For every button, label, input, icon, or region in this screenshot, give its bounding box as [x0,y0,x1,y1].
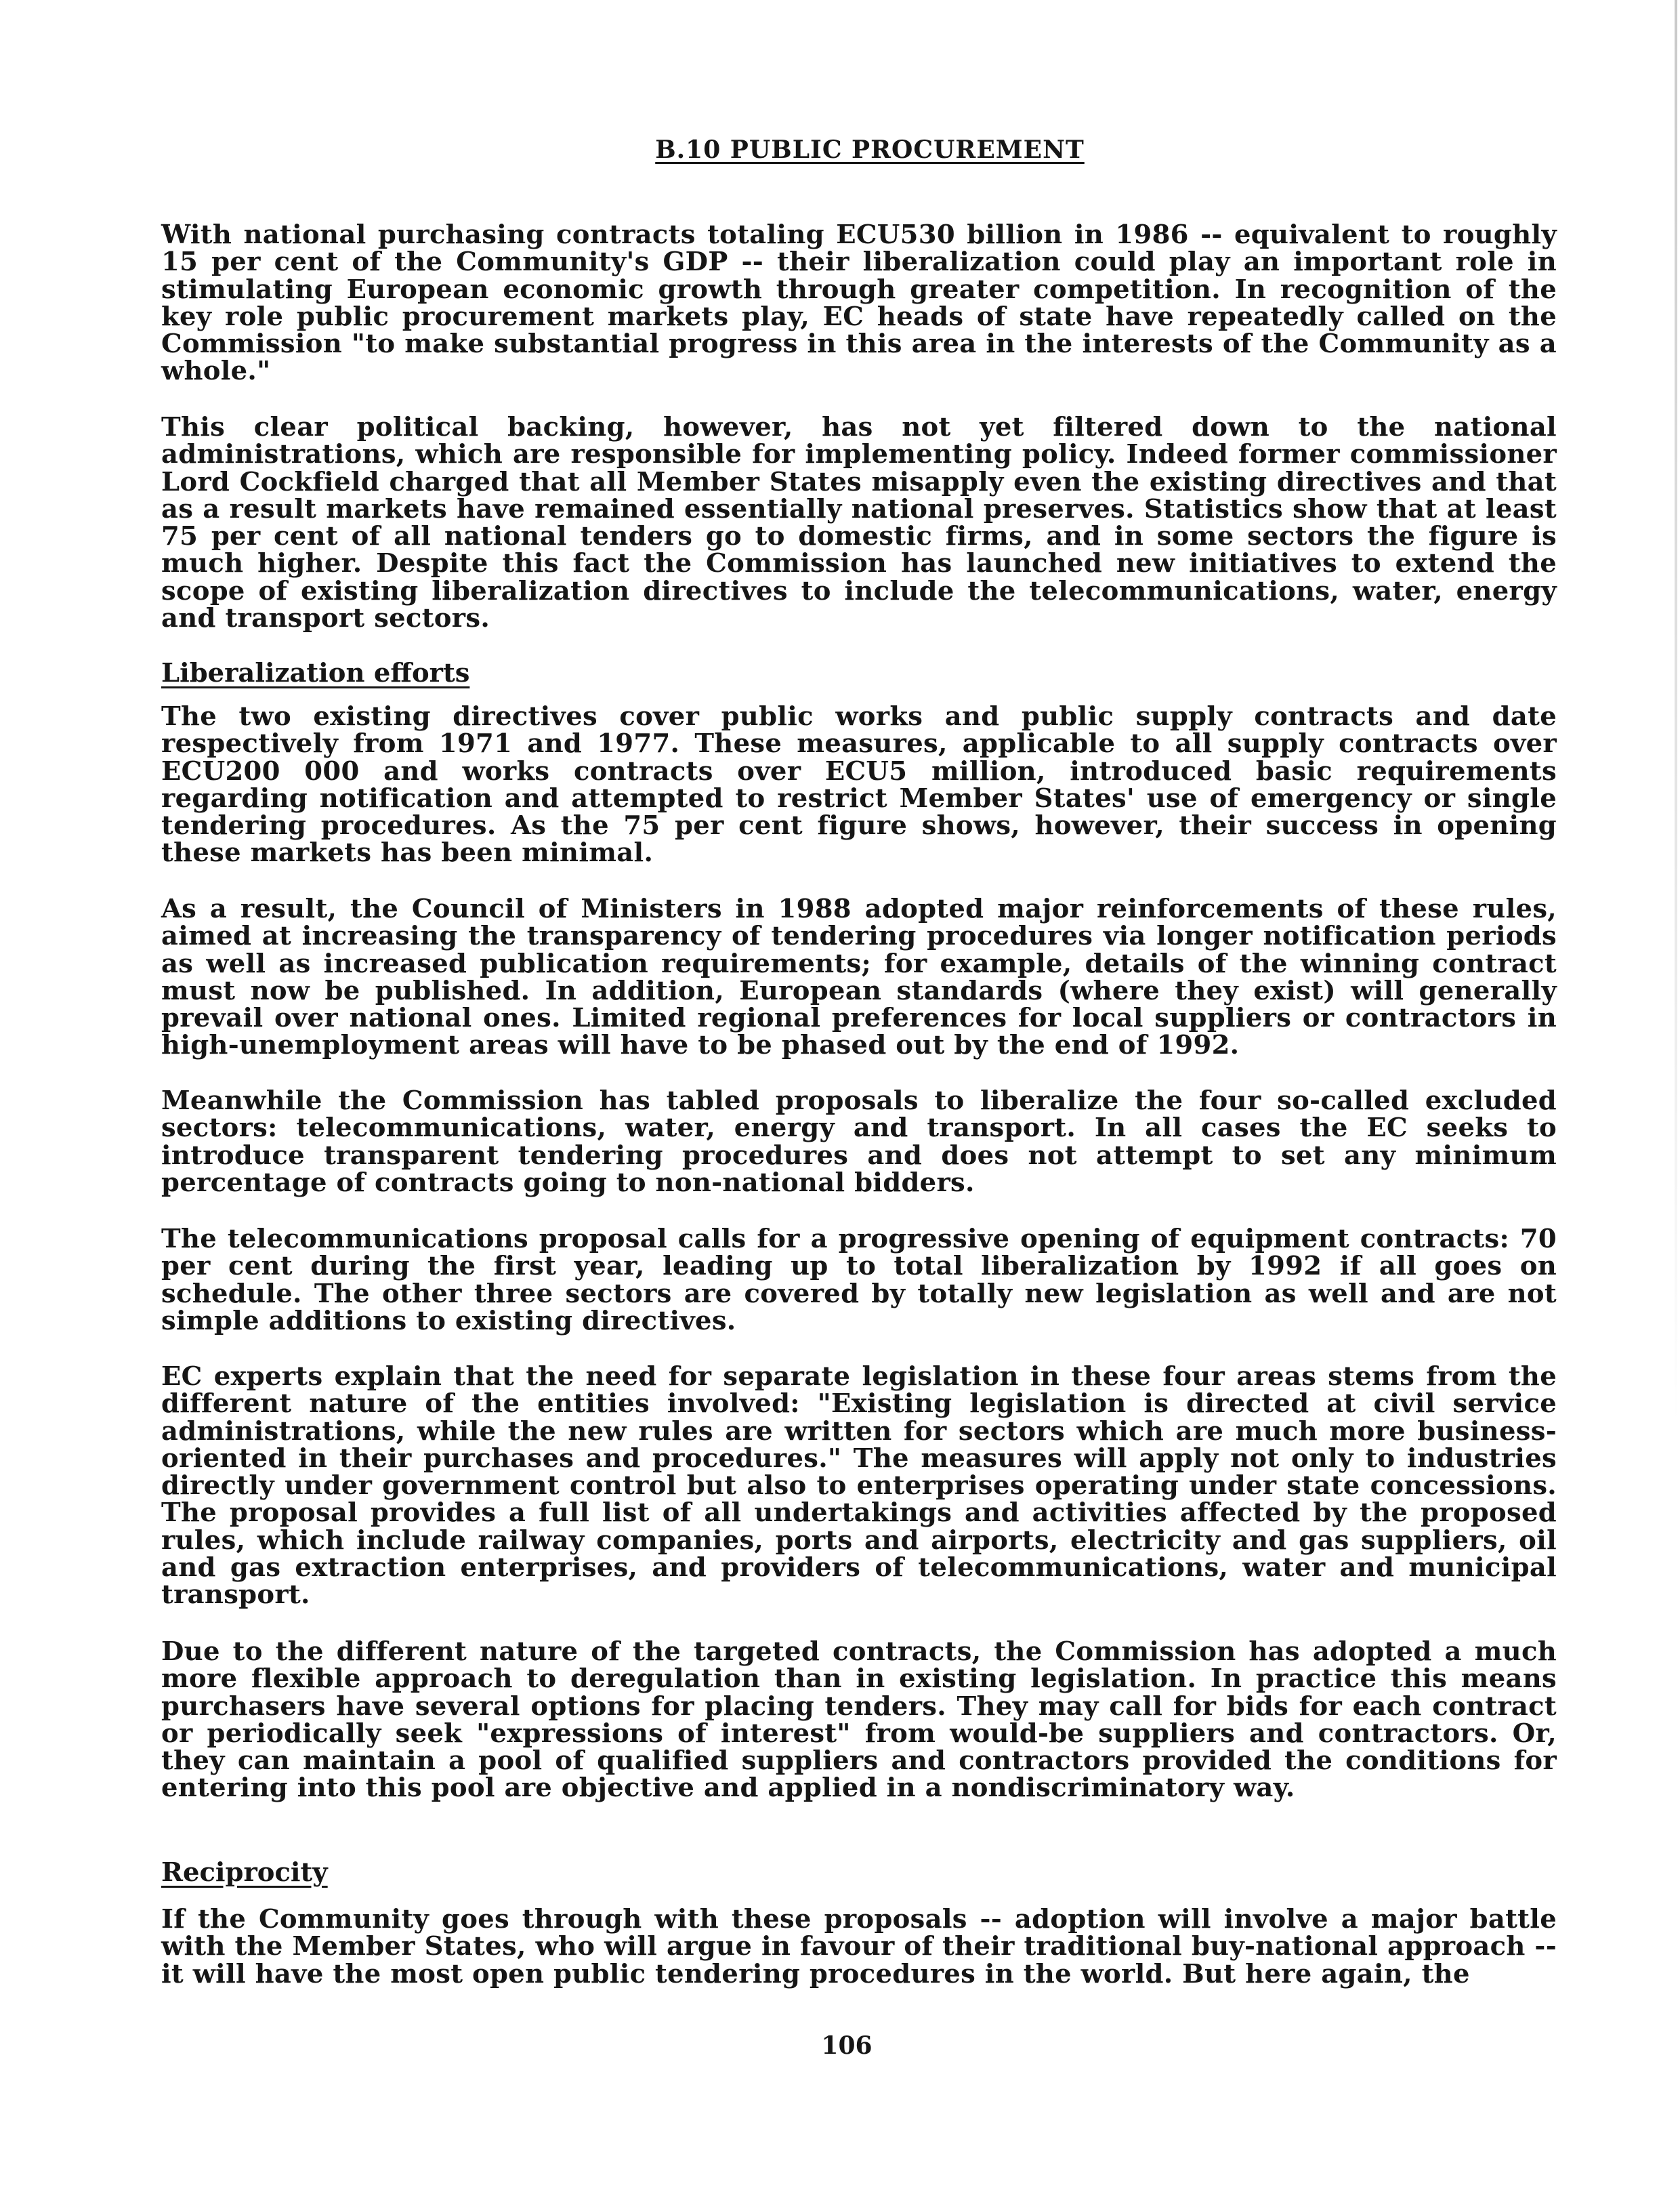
heading-liberalization-efforts: Liberalization efforts [161,658,470,688]
section-title-text: B.10 PUBLIC PROCUREMENT [655,136,1085,164]
paragraph-4: As a result, the Council of Ministers in 1988 adopted major reinforcements of these rules, aimed at increasing the transparency of tendering procedures via longer notification periods as well as increased publication requirements; for example, details of the winning contract must now be published. In addition, European standards (where they exist) will generally prevail over national ones. Limited regional preferences for local suppliers or contractors in high-unemployment areas will have to be phased out by the end of 1992. [161,894,1557,1061]
scan-edge-shadow [1675,0,1677,1423]
section-title [0,136,1680,164]
paragraph-3: The two existing directives cover public works and public supply contracts and date respectively from 1971 and 1977. These measures, applicable to all supply contracts over ECU200 000 and works contracts over ECU5 million, introduced basic requirements regarding notification and attempted to restrict Member States' use of emergency or single tendering procedures. As the 75 per cent figure shows, however, their success in opening these markets has been minimal. [161,701,1557,869]
heading-reciprocity: Reciprocity [161,1857,328,1888]
paragraph-2: This clear political backing, however, has not yet filtered down to the national administrations, which are responsible for implementing policy. Indeed former commissioner Lord Cockfield charged that all Member States misapply even the existing directives and that as a result markets have remained essentially national preserves. Statistics show that at least 75 per cent of all national tenders go to domestic firms, and in some sectors the figure is much higher. Despite this fact the Commission has launched new initiatives to extend the scope of existing liberalization directives to include the telecommunications, water, energy and transport sectors. [161,412,1557,634]
page-number: 106 [821,2031,873,2060]
paragraph-9: If the Community goes through with these proposals -- adoption will involve a major battle with the Member States, who will argue in favour of their traditional buy-national approach -- it will have the most open public tendering procedures in the world. But here again, the [161,1904,1557,1989]
paragraph-6: The telecommunications proposal calls for a progressive opening of equipment contracts: 70 per cent during the first year, leading up to total liberalization by 1992 if all goes on schedule. The other three sectors are covered by totally new legislation as well and are not simple additions to existing directives. [161,1224,1557,1336]
paragraph-5: Meanwhile the Commission has tabled proposals to liberalize the four so-called excluded sectors: telecommunications, water, energy and transport. In all cases the EC seeks to introduce transparent tendering procedures and does not attempt to set any minimum percentage of contracts going to non-national bidders. [161,1085,1557,1198]
paragraph-1: With national purchasing contracts totaling ECU530 billion in 1986 -- equivalent to roughly 15 per cent of the Community's GDP -- their liberalization could play an important role in stimulating European economic growth through greater competition. In recognition of the key role public procurement markets play, EC heads of state have repeatedly called on the Commission "to make substantial progress in this area in the interests of the Community as a whole." [161,220,1557,387]
paragraph-8: Due to the different nature of the targeted contracts, the Commission has adopted a much more flexible approach to deregulation than in existing legislation. In practice this means purchasers have several options for placing tenders. They may call for bids for each contract or periodically seek "expressions of interest" from would-be suppliers and contractors. Or, they can maintain a pool of qualified suppliers and contractors provided the conditions for entering into this pool are objective and applied in a nondiscriminatory way. [161,1636,1557,1804]
paragraph-7: EC experts explain that the need for separate legislation in these four areas stems from the different nature of the entities involved: "Existing legislation is directed at civil service administrations, while the new rules are written for sectors which are much more business-oriented in their purchases and procedures." The measures will apply not only to industries directly under government control but also to enterprises operating under state concessions. The proposal provides a full list of all undertakings and activities affected by the proposed rules, which include railway companies, ports and airports, electricity and gas suppliers, oil and gas extraction enterprises, and providers of telecommunications, water and municipal transport. [161,1361,1557,1611]
